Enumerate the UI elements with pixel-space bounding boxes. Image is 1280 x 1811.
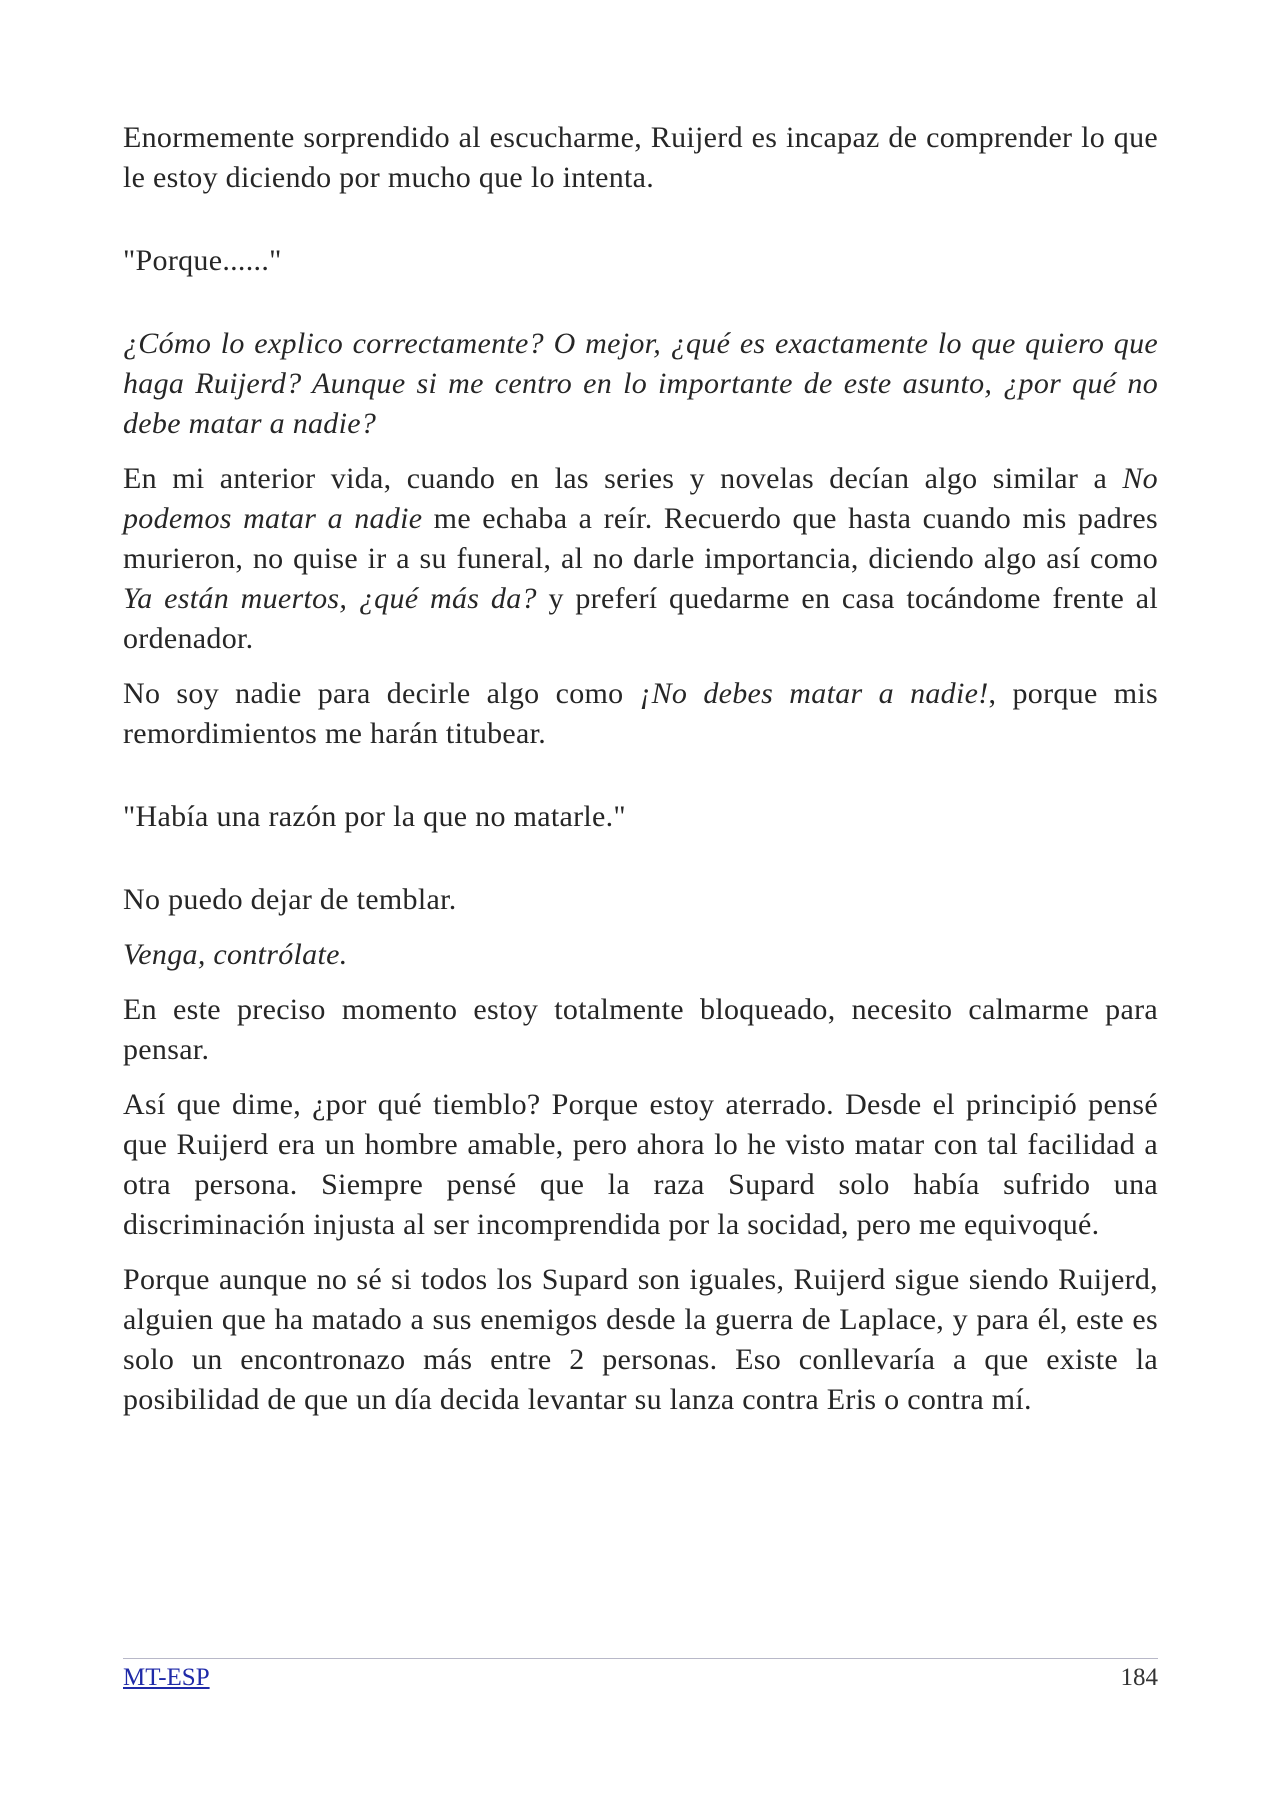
text-run: En mi anterior vida, cuando en las series y novelas decían algo similar a [123,462,1123,495]
footer-link[interactable]: MT-ESP [123,1664,210,1691]
dialogue-razon: "Había una razón por la que no matarle." [123,800,626,833]
paragraph-aterrado: Así que dime, ¿por qué tiemblo? Porque estoy aterrado. Desde el principió pensé que Ruijerd era un hombre amable, pero ahora lo he visto matar con tal facilidad a otra persona. Siempre pensé que la raza Supard solo había sufrido una discriminación injusta al ser incomprendida por la socidad, pero me equivoqué. [123,1088,1158,1241]
text-run: No soy nadie para decirle algo como [123,677,640,710]
paragraph-bloqueado: En este preciso momento estoy totalmente bloqueado, necesito calmarme para pensar. [123,993,1158,1066]
text-run: me echaba a reír. Recuerdo que hasta cuando mis padres murieron, no quise ir a su funeral, al no darle importancia, diciendo algo así como [123,502,1158,575]
paragraph-inner-thought: ¿Cómo lo explico correctamente? O mejor, ¿qué es exactamente lo que quiero que haga Ruijerd? Aunque si me centro en lo importante de este asunto, ¿por qué no debe matar a nadie? [123,327,1158,440]
page-footer [123,1658,1158,1694]
paragraph-temblar: No puedo dejar de temblar. [123,883,457,916]
italic-phrase: ¡No debes matar a nadie! [639,677,989,710]
paragraph-no-soy-nadie [123,674,1158,754]
page-body [123,118,1158,1420]
text-run: y preferí quedarme en casa tocándome frente al ordenador. [123,582,1158,655]
page-number: 184 [1120,1664,1158,1691]
dialogue-porque: "Porque......" [123,244,282,277]
paragraph-supard: Porque aunque no sé si todos los Supard son iguales, Ruijerd sigue siendo Ruijerd, alguien que ha matado a sus enemigos desde la guerra de Laplace, y para él, este es solo un encontronazo más entre 2 personas. Eso conllevaría a que existe la posibilidad de que un día decida levantar su lanza contra Eris o contra mí. [123,1263,1158,1416]
paragraph-controlate: Venga, contrólate. [123,938,348,971]
paragraph-anterior-vida [123,459,1158,659]
text-run: , porque mis remordimientos me harán titubear. [123,677,1158,750]
italic-phrase: Ya están muertos, ¿qué más da? [123,582,537,615]
paragraph-1: Enormemente sorprendido al escucharme, Ruijerd es incapaz de comprender lo que le estoy diciendo por mucho que lo intenta. [123,121,1158,194]
italic-phrase: No podemos matar a nadie [123,462,1158,535]
